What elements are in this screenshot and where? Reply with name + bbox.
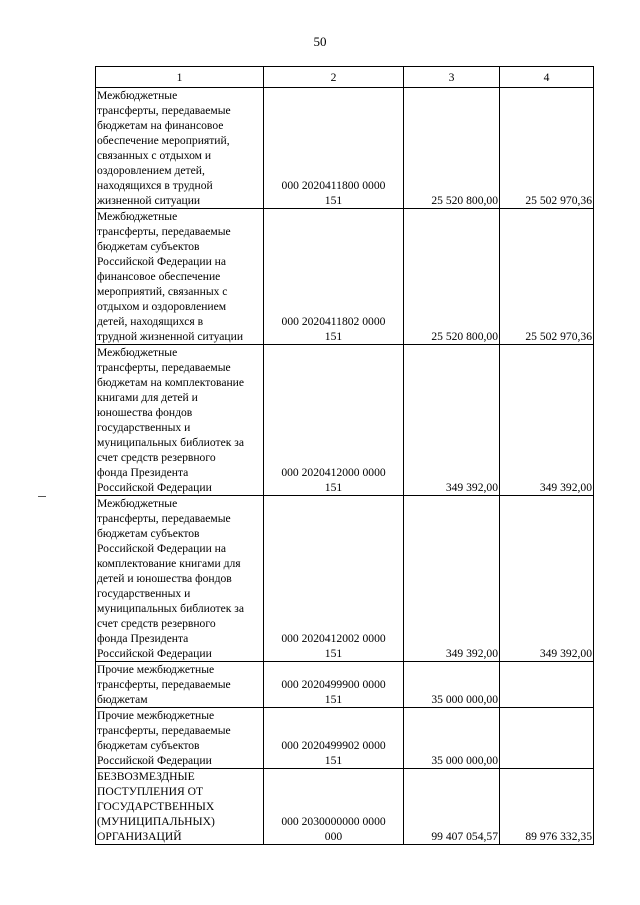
row-actual: 349 392,00 bbox=[500, 345, 594, 496]
row-actual: 89 976 332,35 bbox=[500, 769, 594, 845]
header-col-2: 2 bbox=[264, 67, 404, 88]
table-row bbox=[96, 88, 594, 209]
row-plan: 25 520 800,00 bbox=[404, 209, 500, 345]
table-row bbox=[96, 345, 594, 496]
page-number: 50 bbox=[313, 34, 327, 49]
table-row bbox=[96, 708, 594, 769]
row-plan: 349 392,00 bbox=[404, 496, 500, 662]
header-row bbox=[96, 67, 594, 88]
row-name: Межбюджетные трансферты, передаваемые бюджетам на комплектование книгами для детей и юношества фондов государственных и муниципальных библиотек за счет средств резервного фонда Президента Российской Федерации bbox=[96, 345, 264, 496]
row-plan: 35 000 000,00 bbox=[404, 708, 500, 769]
row-plan: 99 407 054,57 bbox=[404, 769, 500, 845]
table-row bbox=[96, 209, 594, 345]
row-actual: 25 502 970,36 bbox=[500, 88, 594, 209]
row-actual: 25 502 970,36 bbox=[500, 209, 594, 345]
row-code: 000 2020411800 0000 151 bbox=[264, 88, 404, 209]
row-code: 000 2030000000 0000 000 bbox=[264, 769, 404, 845]
header-col-1: 1 bbox=[96, 67, 264, 88]
table-row bbox=[96, 662, 594, 708]
row-actual bbox=[500, 708, 594, 769]
row-name: Прочие межбюджетные трансферты, передаваемые бюджетам субъектов Российской Федерации bbox=[96, 708, 264, 769]
row-actual: 349 392,00 bbox=[500, 496, 594, 662]
row-name: Межбюджетные трансферты, передаваемые бюджетам на финансовое обеспечение мероприятий, связанных с отдыхом и оздоровлением детей, находящихся в трудной жизненной ситуации bbox=[96, 88, 264, 209]
row-code: 000 2020499902 0000 151 bbox=[264, 708, 404, 769]
header-col-4: 4 bbox=[500, 67, 594, 88]
row-code: 000 2020411802 0000 151 bbox=[264, 209, 404, 345]
row-plan: 25 520 800,00 bbox=[404, 88, 500, 209]
row-name: Прочие межбюджетные трансферты, передаваемые бюджетам bbox=[96, 662, 264, 708]
row-actual bbox=[500, 662, 594, 708]
row-plan: 35 000 000,00 bbox=[404, 662, 500, 708]
row-code: 000 2020412002 0000 151 bbox=[264, 496, 404, 662]
row-code: 000 2020412000 0000 151 bbox=[264, 345, 404, 496]
table-row bbox=[96, 496, 594, 662]
row-plan: 349 392,00 bbox=[404, 345, 500, 496]
row-name: Межбюджетные трансферты, передаваемые бюджетам субъектов Российской Федерации на комплектование книгами для детей и юношества фондов государственных и муниципальных библиотек за счет средств резервного фонда Президента Российской Федерации bbox=[96, 496, 264, 662]
table-row bbox=[96, 769, 594, 845]
row-name: БЕЗВОЗМЕЗДНЫЕ ПОСТУПЛЕНИЯ ОТ ГОСУДАРСТВЕННЫХ (МУНИЦИПАЛЬНЫХ) ОРГАНИЗАЦИЙ bbox=[96, 769, 264, 845]
row-code: 000 2020499900 0000 151 bbox=[264, 662, 404, 708]
margin-mark bbox=[38, 496, 46, 497]
header-col-3: 3 bbox=[404, 67, 500, 88]
row-name: Межбюджетные трансферты, передаваемые бюджетам субъектов Российской Федерации на финансовое обеспечение мероприятий, связанных с отдыхом и оздоровлением детей, находящихся в трудной жизненной ситуации bbox=[96, 209, 264, 345]
budget-table bbox=[95, 66, 594, 845]
